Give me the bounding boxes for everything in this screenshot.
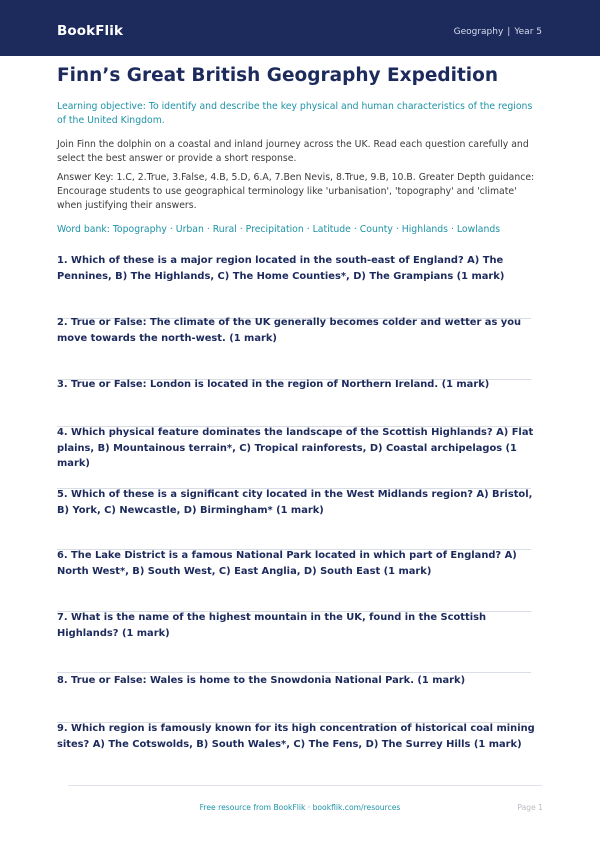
footer-divider xyxy=(68,785,542,786)
question-8: 8. True or False: Wales is home to the Snowdonia National Park. (1 mark) xyxy=(57,675,466,686)
footer-resource-link[interactable]: Free resource from BookFlik · bookflik.com/resources xyxy=(199,803,401,812)
question-4: 4. Which physical feature dominates the landscape of the Scottish Highlands? A) Flat plains, B) Mountainous terrain*, C) Tropical rainforests, D) Coastal archipelagos (1 mark) xyxy=(57,427,534,469)
question-7: 7. What is the name of the highest mountain in the UK, found in the Scottish Highlands? (1 mark) xyxy=(57,612,487,639)
question-2: 2. True or False: The climate of the UK generally becomes colder and wetter as you move towards the north-west. (1 mark) xyxy=(57,317,522,344)
subject-label: Geography xyxy=(453,27,504,37)
word-bank: Word bank: Topography · Urban · Rural · Precipitation · Latitude · County · Highlands · Lowlands xyxy=(57,224,501,235)
year-label: Year 5 xyxy=(514,27,542,37)
question-5: 5. Which of these is a significant city located in the West Midlands region? A) Bristol, B) York, C) Newcastle, D) Birmingham* (1 mark) xyxy=(57,489,533,516)
header-meta xyxy=(454,27,542,37)
question-6: 6. The Lake District is a famous National Park located in which part of England? A) North West*, B) South West, C) East Anglia, D) South East (1 mark) xyxy=(57,550,517,577)
page-title: Finn’s Great British Geography Expedition xyxy=(57,65,499,86)
header-bar xyxy=(0,0,600,56)
learning-objective: Learning objective: To identify and describe the key physical and human characteristics of the regions of the United Kingdom. xyxy=(57,101,533,126)
page-number: Page 1 xyxy=(517,803,543,812)
question-1: 1. Which of these is a major region located in the south-east of England? A) The Pennines, B) The Highlands, C) The Home Counties*, D) The Grampians (1 mark) xyxy=(57,255,505,282)
brand-logo[interactable]: BookFlik xyxy=(57,23,124,39)
question-3: 3. True or False: London is located in the region of Northern Ireland. (1 mark) xyxy=(57,379,490,390)
intro-text: Join Finn the dolphin on a coastal and inland journey across the UK. Read each question carefully and select the best answer or provide a short response. xyxy=(57,139,529,164)
question-9: 9. Which region is famously known for its high concentration of historical coal mining sites? A) The Cotswolds, B) South Wales*, C) The Fens, D) The Surrey Hills (1 mark) xyxy=(57,723,535,750)
meta-separator: | xyxy=(507,27,511,37)
answer-key: Answer Key: 1.C, 2.True, 3.False, 4.B, 5.D, 6.A, 7.Ben Nevis, 8.True, 9.B, 10.B. Greater Depth guidance: Encourage students to use geographical terminology like 'urbanisation', 'topography' and 'climate' when justifying their answers. xyxy=(57,172,535,211)
